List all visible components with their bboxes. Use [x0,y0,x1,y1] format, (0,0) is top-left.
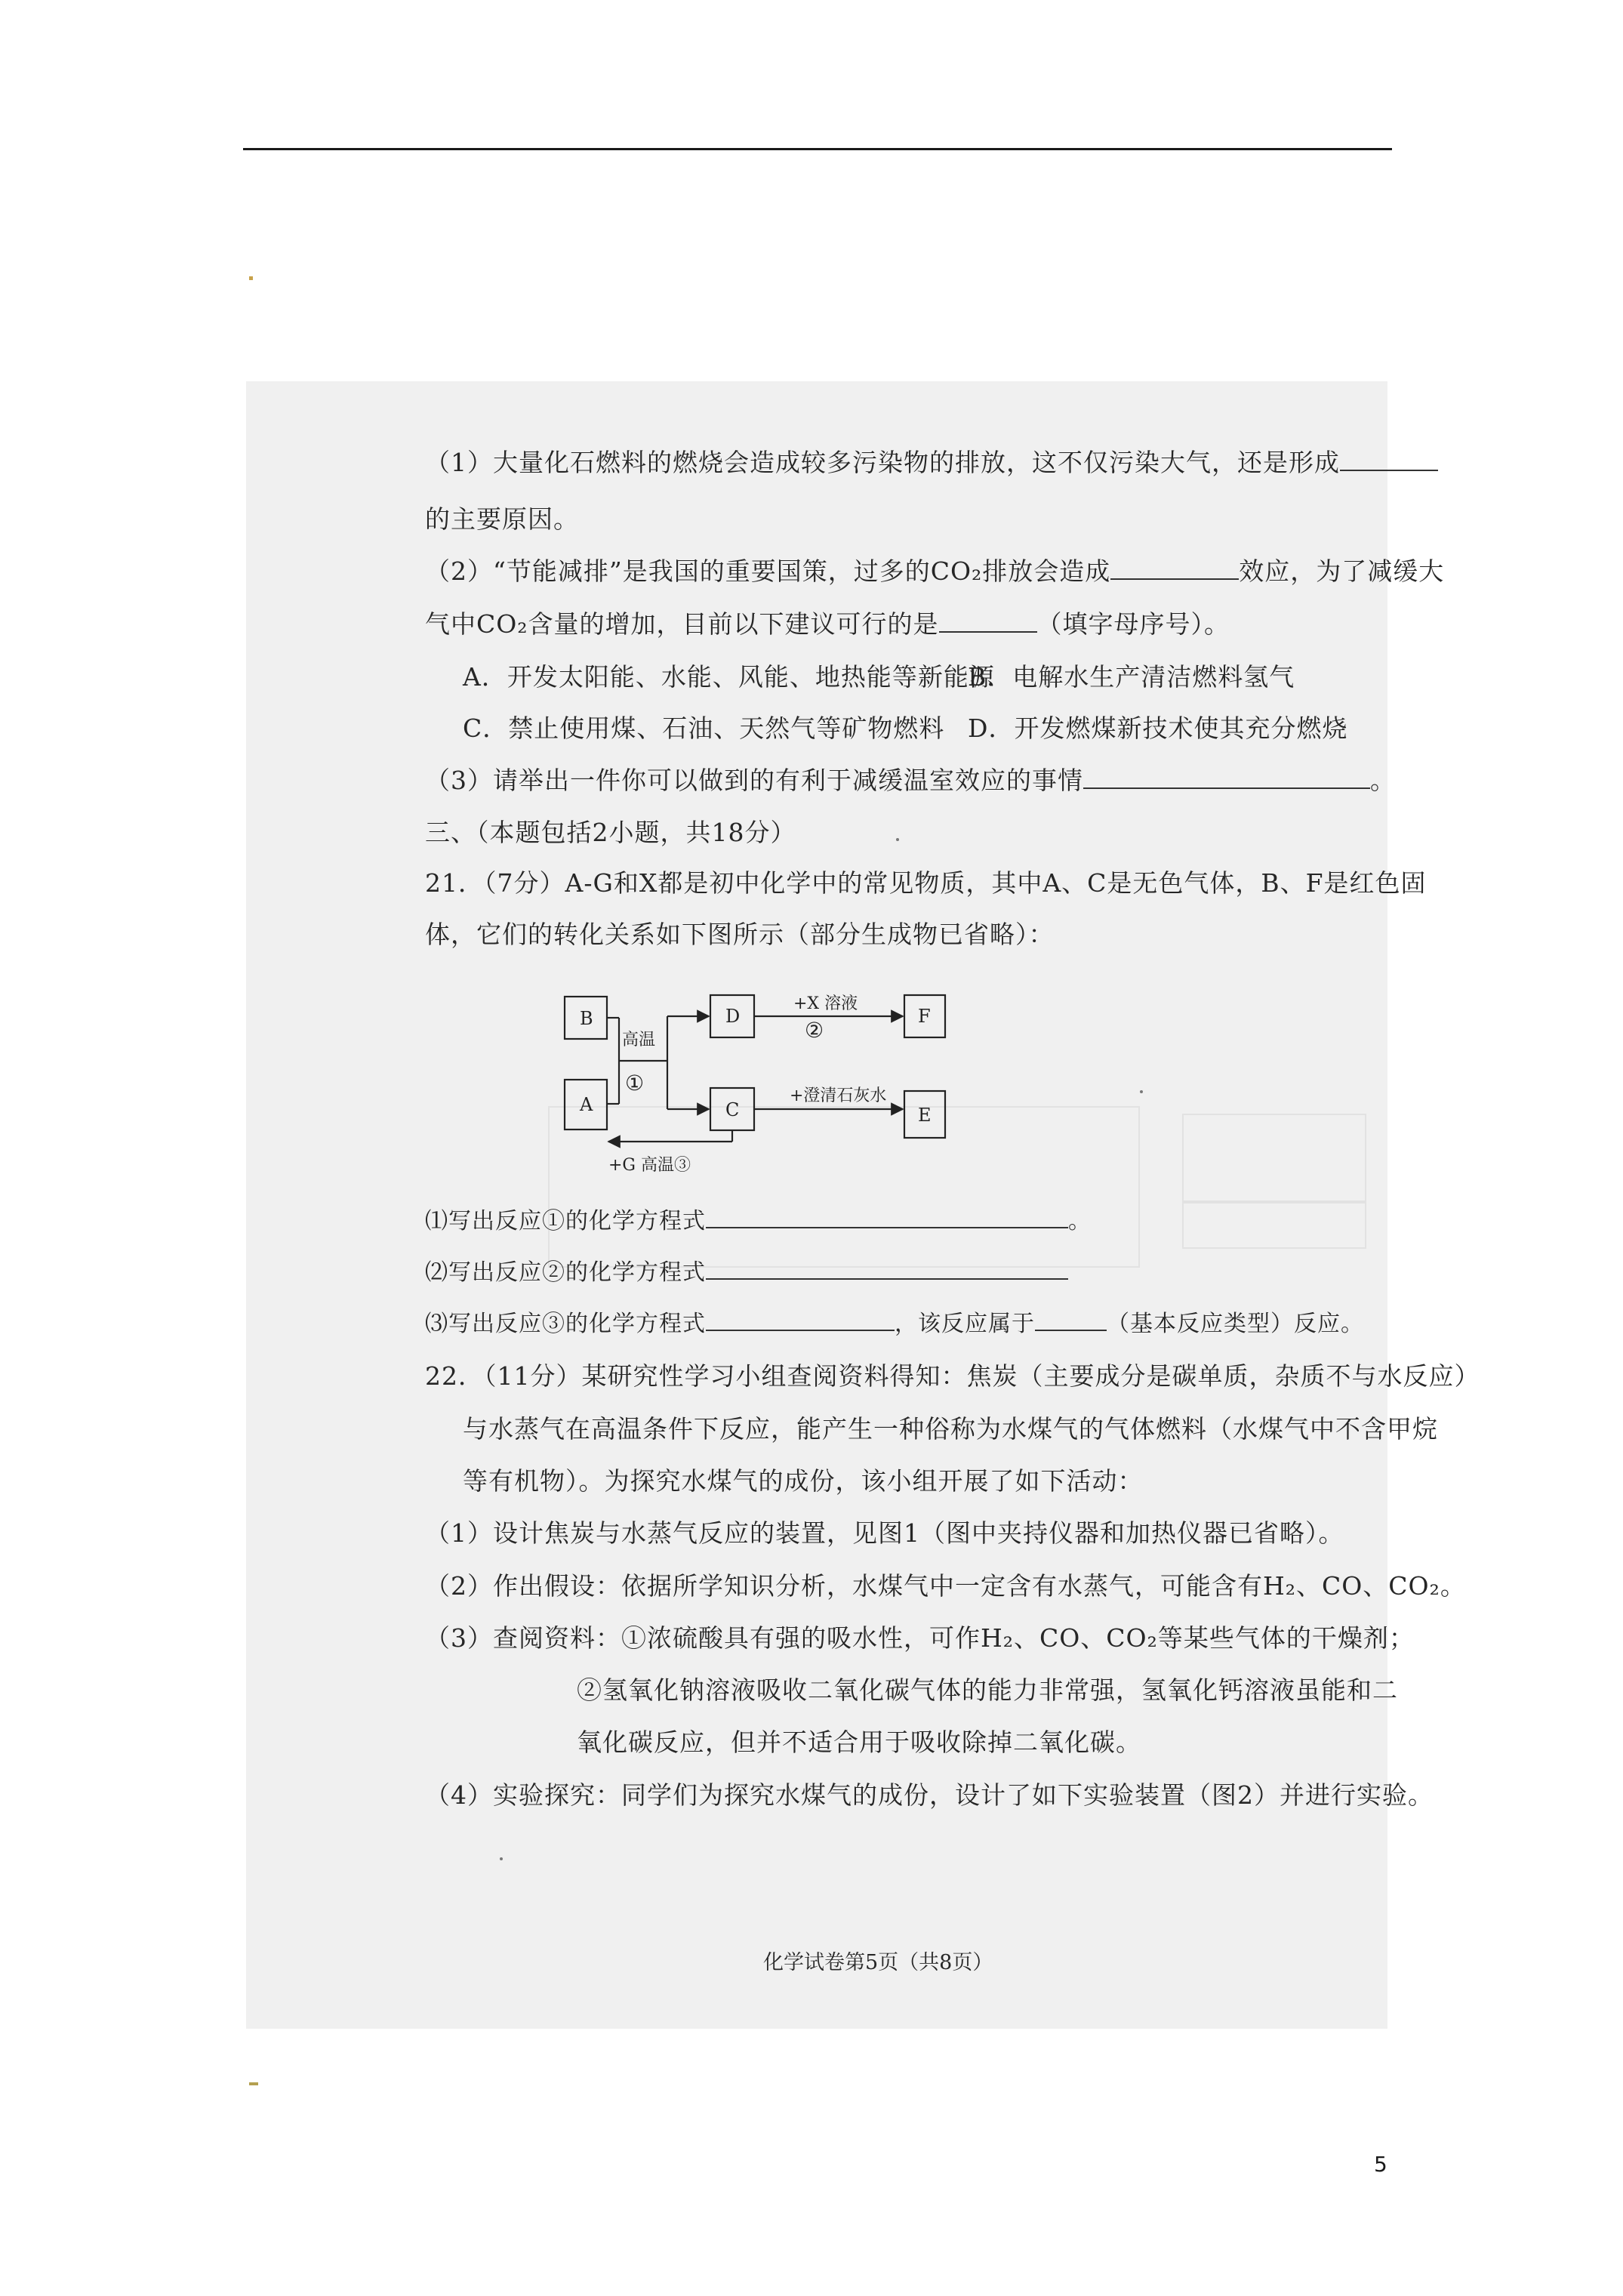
answer-blank[interactable] [939,610,1037,633]
period: 。 [1370,766,1396,795]
conversion-diagram-svg [563,991,1031,1187]
q22-step3-item2-cont: 氧化碳反应，但并不适合用于吸收除掉二氧化碳。 [577,1727,1141,1757]
period: 。 [1068,1208,1092,1234]
q22-intro-line1: 22．（11分）某研究性学习小组查阅资料得知：焦炭（主要成分是碳单质，杂质不与水反应） [425,1361,1480,1391]
label-c: C [725,1099,740,1120]
q20-option-a: A．开发太阳能、水能、风能、地热能等新能源 [463,662,995,692]
scan-speck [896,838,899,841]
answer-blank[interactable] [1083,766,1370,789]
bleed-through-table [1182,1114,1366,1203]
label-reaction-1: ① [625,1071,645,1096]
q20-option-d: D．开发燃煤新技术使其充分燃烧 [968,713,1348,743]
q20-option-b: B．电解水生产清洁燃料氢气 [968,662,1295,692]
label-b: B [580,1008,593,1029]
q20-part2-text-d: （填字母序号）。 [1036,609,1230,639]
q21-sub3-mid: ，该反应属于 [895,1311,1035,1337]
q22-step3-item2: ②氢氧化钠溶液吸收二氧化碳气体的能力非常强，氢氧化钙溶液虽能和二 [577,1675,1398,1705]
label-x-solution: +X 溶液 [793,994,858,1013]
label-g-gaowen: +G 高温③ [608,1156,691,1175]
q21-sub3-text: ⑶写出反应③的化学方程式 [425,1311,706,1337]
q21-sub1-text: ⑴写出反应①的化学方程式 [425,1208,706,1234]
q22-intro-line3: 等有机物）。为探究水煤气的成份，该小组开展了如下活动： [463,1466,1144,1496]
answer-blank[interactable] [1035,1308,1107,1331]
page-number: 5 [1374,2152,1387,2177]
q20-part1-text: （1）大量化石燃料的燃烧会造成较多污染物的排放，这不仅污染大气，还是形成 [425,448,1340,477]
q20-part2-text-a: （2）“节能减排”是我国的重要国策，过多的CO₂排放会造成 [425,556,1111,586]
scan-mark [249,276,253,280]
scan-mark [249,2082,258,2085]
answer-blank[interactable] [706,1308,895,1331]
label-e: E [918,1105,932,1126]
q20-option-c: C．禁止使用煤、石油、天然气等矿物燃料 [463,713,945,743]
scan-speck [1140,1090,1143,1093]
answer-blank[interactable] [706,1206,1068,1228]
exam-footer: 化学试卷第5页（共8页） [763,1951,993,1974]
q22-intro-line2: 与水蒸气在高温条件下反应，能产生一种俗称为水煤气的气体燃料（水煤气中不含甲烷 [463,1414,1438,1444]
q21-sub2-text: ⑵写出反应②的化学方程式 [425,1259,706,1286]
q21-intro-line1: 21．（7分）A-G和X都是初中化学中的常见物质，其中A、C是无色气体，B、F是红色固 [425,868,1427,898]
label-gaowen: 高温 [622,1031,656,1049]
scanned-exam-page [246,381,1480,2029]
answer-blank[interactable] [706,1257,1068,1280]
q22-step3: （3）查阅资料：①浓硫酸具有强的吸水性，可作H₂、CO、CO₂等某些气体的干燥剂； [425,1623,1415,1653]
q20-part2-text-c: 气中CO₂含量的增加，目前以下建议可行的是 [425,609,939,639]
q22-step2: （2）作出假设：依据所学知识分析，水煤气中一定含有水蒸气，可能含有H₂、CO、CO₂。 [425,1571,1466,1601]
label-reaction-2: ② [805,1018,824,1043]
q21-sub3-end: （基本反应类型）反应。 [1107,1311,1364,1337]
label-limewater: +澄清石灰水 [790,1086,887,1105]
q22-step4: （4）实验探究：同学们为探究水煤气的成份，设计了如下实验装置（图2）并进行实验。 [425,1780,1434,1810]
bleed-through-table [1182,1200,1366,1249]
answer-blank[interactable] [1110,557,1239,580]
q22-step1: （1）设计焦炭与水蒸气反应的装置，见图1（图中夹持仪器和加热仪器已省略）。 [425,1518,1344,1548]
label-f: F [918,1006,931,1027]
answer-blank[interactable] [1340,448,1438,471]
q20-part2-text-b: 效应，为了减缓大 [1239,556,1445,586]
q21-intro-line2: 体，它们的转化关系如下图所示（部分生成物已省略）： [425,920,1055,949]
section-3-title: 三、（本题包括2小题，共18分） [425,818,796,847]
q20-part3-text: （3）请举出一件你可以做到的有利于减缓温室效应的事情 [425,766,1083,795]
label-d: D [725,1006,741,1027]
scan-speck [500,1857,503,1860]
label-a: A [580,1094,593,1115]
header-rule [243,148,1392,150]
q20-part1-end: 的主要原因。 [425,504,579,534]
conversion-diagram [563,991,1031,1190]
